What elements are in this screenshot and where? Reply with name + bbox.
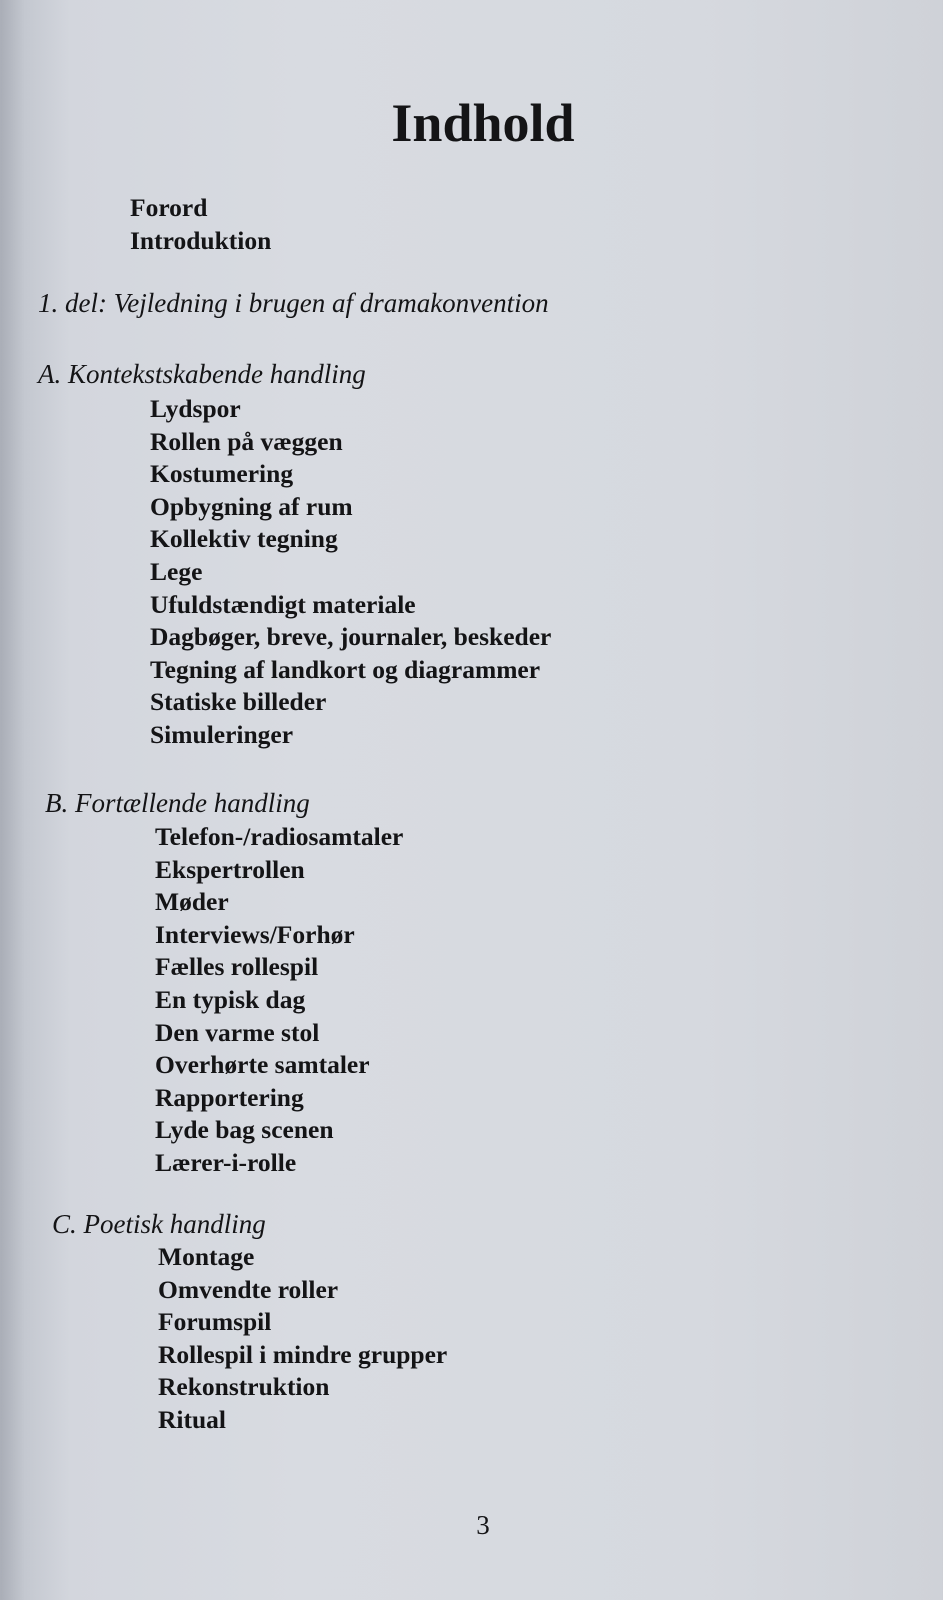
toc-entry: Rekonstruktion bbox=[158, 1372, 330, 1402]
toc-entry: Simuleringer bbox=[150, 719, 294, 749]
toc-entry: Rollen på væggen bbox=[150, 426, 343, 456]
toc-entry: Rapportering bbox=[155, 1082, 304, 1112]
toc-entry: Dagbøger, breve, journaler, beskeder bbox=[150, 622, 552, 652]
toc-entry: Kostumering bbox=[150, 459, 294, 489]
toc-entry: Ufuldstændigt materiale bbox=[150, 589, 416, 619]
toc-entry: Ritual bbox=[158, 1404, 227, 1434]
toc-entry: En typisk dag bbox=[155, 984, 306, 1014]
toc-entry: Tegning af landkort og diagrammer bbox=[150, 654, 541, 684]
toc-entry: Omvendte roller bbox=[158, 1274, 339, 1304]
section-heading-b: B. Fortællende handling bbox=[45, 788, 310, 818]
section-heading-c: C. Poetisk handling bbox=[52, 1209, 266, 1239]
toc-entry: Møder bbox=[155, 887, 229, 917]
toc-entry: Overhørte samtaler bbox=[155, 1050, 370, 1080]
toc-entry-forord: Forord bbox=[130, 193, 208, 222]
toc-entry: Fælles rollespil bbox=[155, 952, 319, 982]
front-matter bbox=[130, 192, 271, 257]
toc-entry: Rollespil i mindre grupper bbox=[158, 1339, 448, 1369]
toc-entry: Montage bbox=[158, 1242, 255, 1271]
toc-entry: Statiske billeder bbox=[150, 687, 327, 717]
section-heading-a: A. Kontekstskabende handling bbox=[38, 359, 366, 389]
section-a-list bbox=[150, 393, 551, 752]
section-b-list bbox=[155, 821, 403, 1180]
toc-entry: Ekspertrollen bbox=[155, 854, 305, 884]
toc-entry: Interviews/Forhør bbox=[155, 919, 355, 949]
toc-entry: Lydspor bbox=[150, 394, 241, 423]
section-c-list bbox=[158, 1241, 447, 1437]
toc-entry: Lege bbox=[150, 556, 203, 586]
toc-entry: Telefon-/radiosamtaler bbox=[155, 822, 404, 851]
toc-entry: Lærer-i-rolle bbox=[155, 1147, 297, 1177]
page-title: Indhold bbox=[391, 93, 575, 153]
toc-entry: Opbygning af rum bbox=[150, 491, 353, 521]
page-number: 3 bbox=[476, 1510, 490, 1540]
part-heading: 1. del: Vejledning i brugen af dramakonvention bbox=[38, 288, 549, 318]
toc-entry: Forumspil bbox=[158, 1307, 272, 1337]
toc-entry: Kollektiv tegning bbox=[150, 524, 338, 554]
toc-entry: Den varme stol bbox=[155, 1017, 320, 1047]
toc-entry: Lyde bag scenen bbox=[155, 1115, 334, 1145]
toc-entry-introduktion: Introduktion bbox=[130, 225, 272, 255]
